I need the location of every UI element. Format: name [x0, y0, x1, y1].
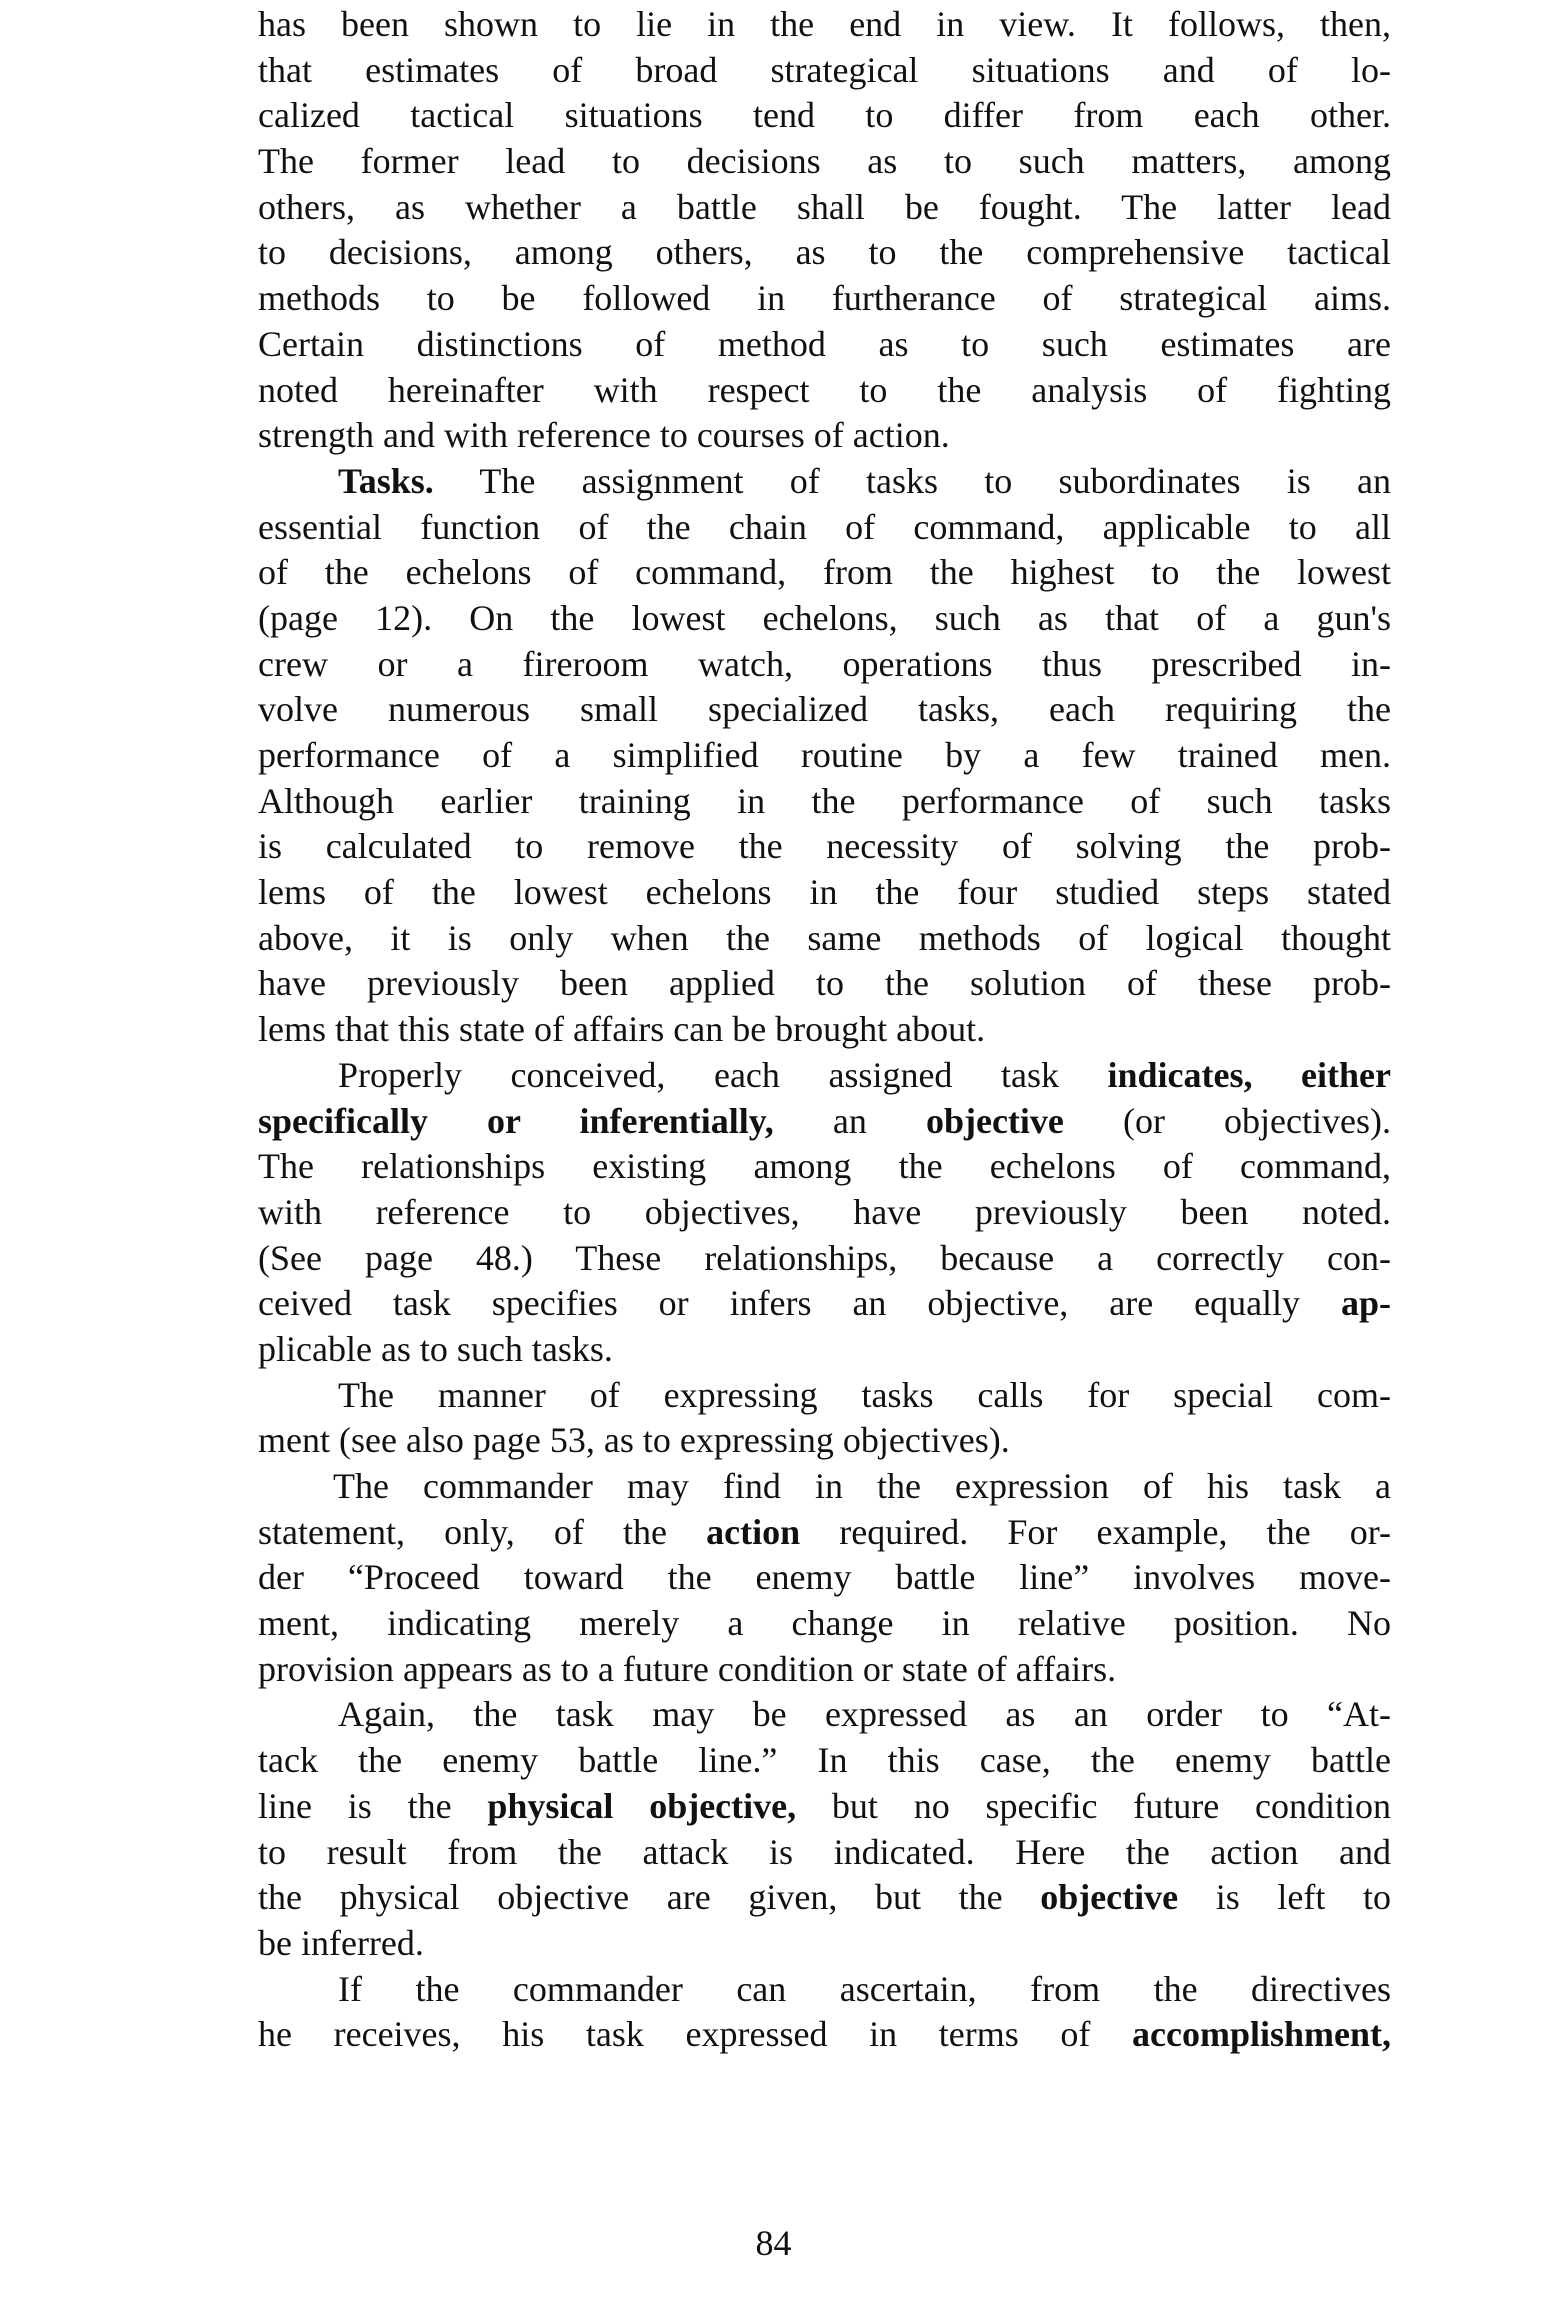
text-line	[258, 550, 1391, 596]
text-line	[258, 48, 1391, 94]
text-line	[258, 505, 1391, 551]
bold-term: accomplishment,	[1132, 2014, 1391, 2055]
text-run: lems that this state of affairs can be brought about.	[258, 1009, 986, 1050]
text-line	[258, 93, 1391, 139]
paragraph	[258, 1053, 1391, 1373]
text-line	[258, 1190, 1391, 1236]
text-run: to result from the attack is indicated. Here the action and	[258, 1831, 1391, 1872]
text-line	[258, 779, 1391, 825]
text-run: tack the enemy battle line.” In this case, the enemy battle	[258, 1740, 1391, 1781]
text-run: plicable as to such tasks.	[258, 1328, 613, 1369]
text-run: above, it is only when the same methods of logical thought	[258, 917, 1391, 958]
text-line	[258, 185, 1391, 231]
paragraph	[258, 1692, 1391, 1966]
paragraph	[258, 1967, 1391, 2058]
text-line	[258, 733, 1391, 779]
text-line	[258, 1327, 1391, 1373]
text-run: methods to be followed in furtherance of strategical aims.	[258, 278, 1391, 319]
text-line	[258, 2012, 1391, 2058]
text-line	[258, 1647, 1391, 1693]
text-line	[258, 1099, 1391, 1145]
text-run: The relationships existing among the echelons of command,	[258, 1146, 1391, 1187]
text-line	[258, 1738, 1391, 1784]
text-run: ceived task specifies or infers an objective, are equally	[258, 1283, 1341, 1324]
text-run: noted hereinafter with respect to the analysis of fighting	[258, 369, 1391, 410]
text-run: ment (see also page 53, as to expressing objectives).	[258, 1420, 1010, 1461]
paragraph	[258, 2, 1391, 459]
paragraph	[258, 459, 1391, 1053]
text-line	[258, 2, 1391, 48]
text-run: has been shown to lie in the end in view. It follows, then,	[258, 4, 1391, 44]
text-run: essential function of the chain of command, applicable to all	[258, 506, 1391, 547]
text-line	[258, 139, 1391, 185]
text-run: that estimates of broad strategical situations and of lo-	[258, 49, 1391, 90]
text-run: provision appears as to a future condition or state of affairs.	[258, 1648, 1117, 1689]
text-run: required. For example, the or-	[800, 1511, 1391, 1552]
text-line	[258, 413, 1391, 459]
text-line	[258, 1784, 1391, 1830]
text-line	[258, 1053, 1391, 1099]
text-run: volve numerous small specialized tasks, each requiring the	[258, 689, 1391, 730]
text-run: an	[773, 1100, 926, 1141]
text-run: ment, indicating merely a change in relative position. No	[258, 1603, 1391, 1644]
text-run: strength and with reference to courses of action.	[258, 415, 950, 456]
text-run: with reference to objectives, have previously been noted.	[258, 1191, 1391, 1232]
text-run: (See page 48.) These relationships, because a correctly con-	[258, 1237, 1391, 1278]
text-line	[258, 1510, 1391, 1556]
text-line	[258, 870, 1391, 916]
text-run: he receives, his task expressed in terms of	[258, 2014, 1133, 2055]
text-line	[258, 1144, 1391, 1190]
text-run: (or objectives).	[1063, 1100, 1391, 1141]
body-text	[258, 2, 1391, 2058]
paragraph	[258, 1464, 1391, 1692]
text-run: The commander may find in the expression of his task a	[333, 1466, 1391, 1506]
text-line	[258, 642, 1391, 688]
bold-term: physical objective,	[487, 1785, 797, 1826]
bold-term: action	[706, 1511, 801, 1552]
text-line	[258, 1967, 1391, 2013]
page-number: 84	[755, 2223, 792, 2263]
text-run: Although earlier training in the performance of such tasks	[258, 780, 1391, 821]
text-run: statement, only, of the	[258, 1511, 707, 1552]
text-run: performance of a simplified routine by a few trained men.	[258, 735, 1391, 775]
text-run: be inferred.	[258, 1922, 424, 1963]
text-line	[258, 1373, 1391, 1419]
text-run: have previously been applied to the solution of these prob-	[258, 963, 1391, 1004]
text-line	[258, 596, 1391, 642]
text-run: Again, the task may be expressed as an order to “At-	[338, 1694, 1391, 1735]
text-line	[258, 1921, 1391, 1967]
text-run: the physical objective are given, but the	[258, 1877, 1041, 1918]
text-line	[258, 1555, 1391, 1601]
text-line	[258, 1601, 1391, 1647]
text-line	[258, 230, 1391, 276]
text-line	[258, 322, 1391, 368]
text-line	[258, 916, 1391, 962]
text-line	[258, 368, 1391, 414]
text-line	[258, 1464, 1391, 1510]
text-run: is left to	[1178, 1877, 1391, 1918]
text-run: of the echelons of command, from the highest to the lowest	[258, 552, 1391, 593]
bold-term: objective	[925, 1100, 1064, 1141]
text-run: to decisions, among others, as to the comprehensive tactical	[258, 232, 1391, 273]
text-run: The manner of expressing tasks calls for special com-	[338, 1374, 1391, 1415]
bold-term: objective	[1040, 1877, 1179, 1918]
text-run: crew or a fireroom watch, operations thus prescribed in-	[258, 643, 1391, 684]
text-line	[258, 1418, 1391, 1464]
bold-term: Tasks.	[338, 460, 434, 501]
text-run: The former lead to decisions as to such matters, among	[258, 141, 1391, 182]
text-run: but no specific future condition	[796, 1785, 1391, 1826]
text-line	[258, 276, 1391, 322]
text-run: Properly conceived, each assigned task	[338, 1054, 1108, 1095]
text-run: others, as whether a battle shall be fought. The latter lead	[258, 186, 1391, 227]
text-line	[258, 1830, 1391, 1876]
text-line	[258, 1692, 1391, 1738]
text-line	[258, 459, 1391, 505]
text-run: Certain distinctions of method as to such estimates are	[258, 323, 1391, 364]
text-run: calized tactical situations tend to differ from each other.	[258, 95, 1391, 136]
bold-term: indicates, either	[1107, 1054, 1391, 1095]
text-line	[258, 824, 1391, 870]
text-line	[258, 1875, 1391, 1921]
text-line	[258, 1281, 1391, 1327]
bold-term: specifically or inferentially,	[258, 1100, 774, 1141]
text-line	[258, 1007, 1391, 1053]
text-run: lems of the lowest echelons in the four studied steps stated	[258, 872, 1391, 913]
bold-term: ap-	[1340, 1283, 1391, 1324]
text-line	[258, 1236, 1391, 1282]
text-line	[258, 687, 1391, 733]
text-run: is calculated to remove the necessity of solving the prob-	[258, 826, 1391, 867]
paragraph	[258, 1373, 1391, 1464]
text-run: der “Proceed toward the enemy battle line” involves move-	[258, 1557, 1391, 1598]
text-run: If the commander can ascertain, from the directives	[338, 1968, 1391, 2009]
text-run: The assignment of tasks to subordinates is an	[433, 460, 1391, 501]
text-run: (page 12). On the lowest echelons, such as that of a gun's	[258, 597, 1391, 638]
text-line	[258, 961, 1391, 1007]
text-run: line is the	[258, 1785, 488, 1826]
